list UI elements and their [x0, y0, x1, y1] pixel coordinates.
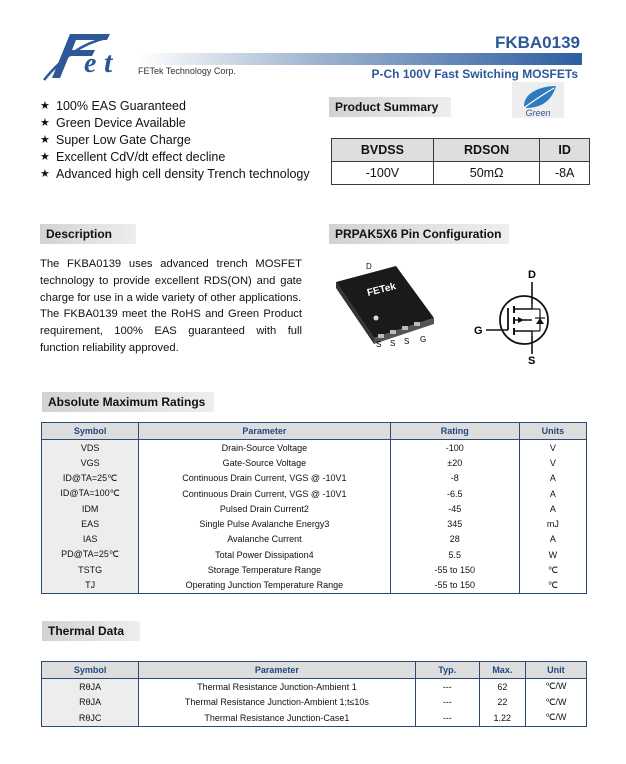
symbol-d-label: D: [528, 269, 536, 281]
feature-item: ★ Excellent CdV/dt effect decline: [40, 150, 226, 164]
summary-header: ID: [540, 139, 590, 162]
pin-config-heading: PRPAK5X6 Pin Configuration: [329, 224, 509, 244]
thermal-table: [41, 661, 587, 727]
column-header: Units: [519, 423, 586, 440]
pin-s2-label: S: [390, 339, 396, 348]
mosfet-symbol: [470, 266, 560, 370]
star-icon: ★: [40, 168, 50, 180]
svg-text:e: e: [84, 48, 97, 79]
product-summary-heading: Product Summary: [329, 97, 451, 117]
fetek-logo: [40, 30, 136, 86]
table-row: VGS Gate-Source Voltage ±20 V: [42, 455, 587, 470]
pin-g-label: G: [420, 335, 427, 344]
summary-header: BVDSS: [332, 139, 434, 162]
green-leaf-icon: [512, 82, 564, 118]
star-icon: ★: [40, 100, 50, 112]
abs-max-heading: Absolute Maximum Ratings: [42, 392, 214, 412]
abs-max-table: [41, 422, 587, 594]
table-row: PD@TA=25℃ Total Power Dissipation4 5.5 W: [42, 547, 587, 562]
green-label: Green: [525, 108, 551, 118]
table-row: RθJA Thermal Resistance Junction-Ambient 1 --- 62 ℃/W: [42, 679, 587, 695]
pin-s3-label: S: [404, 337, 410, 346]
description-para-1: The FKBA0139 uses advanced trench MOSFET technology to provide excellent RDS(ON) and gate charge for use in a wide variety of other applications.: [40, 258, 302, 304]
description-para-2: The FKBA0139 meet the RoHS and Green Product requirement, 100% EAS guaranteed with full function reliability approved.: [40, 308, 302, 354]
column-header: Max.: [479, 662, 525, 679]
table-row: EAS Single Pulse Avalanche Energy3 345 mJ: [42, 516, 587, 531]
table-row: IDM Pulsed Drain Current2 -45 A: [42, 501, 587, 516]
thermal-heading: Thermal Data: [42, 621, 140, 641]
column-header: Rating: [390, 423, 519, 440]
description-text: [40, 256, 302, 357]
feature-item: ★ Super Low Gate Charge: [40, 133, 191, 147]
column-header: Parameter: [139, 662, 416, 679]
product-summary-table: [331, 138, 590, 185]
star-icon: ★: [40, 134, 50, 146]
column-header: Symbol: [42, 662, 139, 679]
symbol-g-label: G: [474, 325, 483, 337]
column-header: Symbol: [42, 423, 139, 440]
table-row: TJ Operating Junction Temperature Range -55 to 150 ℃: [42, 578, 587, 594]
table-row: IAS Avalanche Current 28 A: [42, 532, 587, 547]
column-header: Parameter: [139, 423, 390, 440]
feature-item: ★ 100% EAS Guaranteed: [40, 99, 186, 113]
svg-text:t: t: [104, 46, 113, 79]
table-row: ID@TA=25℃ Continuous Drain Current, VGS @ -10V1 -8 A: [42, 471, 587, 486]
star-icon: ★: [40, 117, 50, 129]
table-row: TSTG Storage Temperature Range -55 to 150 ℃: [42, 562, 587, 577]
feature-item: ★ Advanced high cell density Trench technology: [40, 167, 310, 181]
pin1-dot: [374, 316, 379, 321]
table-row: RθJA Thermal Resistance Junction-Ambient 1;t≤10s --- 22 ℃/W: [42, 695, 587, 711]
package-drawing: [330, 258, 440, 350]
description-heading: Description: [40, 224, 136, 244]
subtitle: P-Ch 100V Fast Switching MOSFETs: [371, 67, 578, 81]
summary-header: RDSON: [433, 139, 539, 162]
summary-value: -100V: [332, 162, 434, 185]
star-icon: ★: [40, 151, 50, 163]
table-row: ID@TA=100℃ Continuous Drain Current, VGS @ -10V1 -6.5 A: [42, 486, 587, 501]
table-row: VDS Drain-Source Voltage -100 V: [42, 440, 587, 456]
part-number: FKBA0139: [494, 33, 580, 52]
summary-value: -8A: [540, 162, 590, 185]
header-bar: [138, 53, 582, 65]
package-label: FETek: [366, 281, 398, 299]
company-name: FETek Technology Corp.: [138, 66, 236, 76]
column-header: Typ.: [415, 662, 479, 679]
table-row: RθJC Thermal Resistance Junction-Case1 --- 1.22 ℃/W: [42, 710, 587, 726]
pin-d-label: D: [366, 262, 372, 271]
column-header: Unit: [525, 662, 586, 679]
pin-s1-label: S: [376, 340, 382, 349]
feature-item: ★ Green Device Available: [40, 116, 186, 130]
feature-list: [40, 98, 310, 183]
symbol-s-label: S: [528, 355, 536, 367]
summary-value: 50mΩ: [433, 162, 539, 185]
